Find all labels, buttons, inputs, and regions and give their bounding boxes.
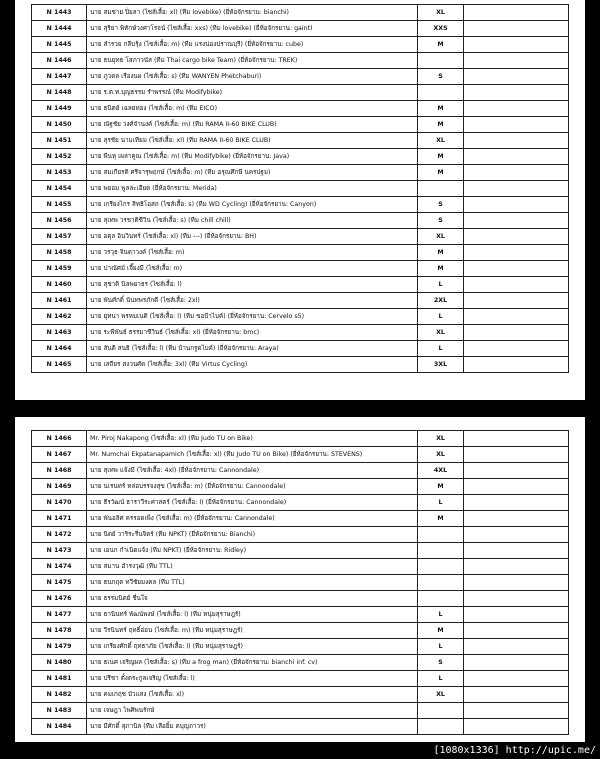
table-row — [32, 607, 569, 623]
shirt-size-cell: XL — [418, 229, 464, 245]
participant-detail-cell: Mr. Numchai Ekpatanapamich (ไซส์เสื้อ: xl) (ทีม Judo TU on Bike) (ยี่ห้อจักรยาน: STEVENS) — [87, 447, 418, 463]
participant-detail-cell: นาย พีนทุ เผลาคูณ (ไซส์เสื้อ: m) (ทีม Modifybike) (ยี่ห้อจักรยาน: Java) — [87, 149, 418, 165]
bib-number-cell: N 1450 — [32, 117, 87, 133]
shirt-size-cell — [418, 53, 464, 69]
notes-cell — [464, 325, 569, 341]
bib-number-cell: N 1482 — [32, 687, 87, 703]
table-row — [32, 341, 569, 357]
table-row — [32, 197, 569, 213]
table-row — [32, 37, 569, 53]
table-row — [32, 165, 569, 181]
bib-number-cell: N 1447 — [32, 69, 87, 85]
table-row — [32, 591, 569, 607]
participant-detail-cell: นาย สันติ สนธิ (ไซส์เสื้อ: l) (ทีม บ้านกรูดไบค์) (ยี่ห้อจักรยาน: Araya) — [87, 341, 418, 357]
table-row — [32, 463, 569, 479]
shirt-size-cell — [418, 575, 464, 591]
notes-cell — [464, 655, 569, 671]
participant-detail-cell: นาย พยอม พูลละเอียด (ยี่ห้อจักรยาน: Merida) — [87, 181, 418, 197]
participant-table-bottom — [31, 430, 569, 735]
notes-cell — [464, 245, 569, 261]
bib-number-cell: N 1478 — [32, 623, 87, 639]
participant-detail-cell: นาย นิตย์ วาริระรื่นจิตร์ (ทีม NPKT) (ยี่ห้อจักรยาน: Bianchi) — [87, 527, 418, 543]
bib-number-cell: N 1453 — [32, 165, 87, 181]
bib-number-cell: N 1480 — [32, 655, 87, 671]
table-row — [32, 703, 569, 719]
bib-number-cell: N 1477 — [32, 607, 87, 623]
table-row — [32, 671, 569, 687]
participant-detail-cell: นาย พันอลิศ ครรอดเพ็ง (ไซส์เสื้อ: m) (ยี่ห้อจักรยาน: Cannondale) — [87, 511, 418, 527]
shirt-size-cell: XL — [418, 447, 464, 463]
participant-detail-cell: นาย ภูวดล เรืองนผ (ไซส์เสื้อ: s) (ทีม WANYEN Phetchaburi) — [87, 69, 418, 85]
participant-detail-cell: นาย สมชาย ปิ่ยลา (ไซส์เสื้อ: xl) (ทีม lovebike) (ยี่ห้อจักรยาน: bianchi) — [87, 5, 418, 21]
participant-detail-cell: นาย ธีรวัฒน์ ธาราวีระศาสตร์ (ไซส์เสื้อ: l) (ยี่ห้อจักรยาน: Cannondale) — [87, 495, 418, 511]
shirt-size-cell: M — [418, 479, 464, 495]
shirt-size-cell: L — [418, 671, 464, 687]
table-row — [32, 495, 569, 511]
bib-number-cell: N 1479 — [32, 639, 87, 655]
table-row — [32, 655, 569, 671]
table-row — [32, 133, 569, 149]
participant-detail-cell: นาย สมเกียรติ ศรีจารุพฤกษ์ (ไซส์เสื้อ: m) (ทีม อรุณศึกษี นครปฐม) — [87, 165, 418, 181]
bib-number-cell: N 1456 — [32, 213, 87, 229]
shirt-size-cell: M — [418, 245, 464, 261]
notes-cell — [464, 309, 569, 325]
bib-number-cell: N 1463 — [32, 325, 87, 341]
notes-cell — [464, 687, 569, 703]
notes-cell — [464, 543, 569, 559]
shirt-size-cell: S — [418, 69, 464, 85]
shirt-size-cell — [418, 591, 464, 607]
table-row — [32, 639, 569, 655]
shirt-size-cell: XL — [418, 133, 464, 149]
bib-number-cell: N 1470 — [32, 495, 87, 511]
shirt-size-cell: M — [418, 101, 464, 117]
notes-cell — [464, 53, 569, 69]
shirt-size-cell: XL — [418, 5, 464, 21]
notes-cell — [464, 197, 569, 213]
notes-cell — [464, 133, 569, 149]
bib-number-cell: N 1465 — [32, 357, 87, 373]
notes-cell — [464, 703, 569, 719]
participant-detail-cell: นาย คมเกฤช บัวแสง (ไซส์เสื้อ: xl) — [87, 687, 418, 703]
shirt-size-cell — [418, 703, 464, 719]
scanned-page-top — [15, 0, 585, 400]
table-row — [32, 293, 569, 309]
notes-cell — [464, 261, 569, 277]
notes-cell — [464, 431, 569, 447]
table-row — [32, 687, 569, 703]
table-row — [32, 559, 569, 575]
shirt-size-cell: M — [418, 37, 464, 53]
bib-number-cell: N 1476 — [32, 591, 87, 607]
shirt-size-cell — [418, 559, 464, 575]
shirt-size-cell: S — [418, 197, 464, 213]
table-row — [32, 623, 569, 639]
shirt-size-cell: L — [418, 341, 464, 357]
participant-detail-cell: นาย สุชาติ นิลพยาธร (ไซส์เสื้อ: l) — [87, 277, 418, 293]
bib-number-cell: N 1466 — [32, 431, 87, 447]
participant-detail-cell: นาย ปาณัศม์ เจี๊ยงมี (ไซส์เสื้อ: m) — [87, 261, 418, 277]
table-row — [32, 431, 569, 447]
notes-cell — [464, 69, 569, 85]
table-row — [32, 69, 569, 85]
shirt-size-cell — [418, 543, 464, 559]
bib-number-cell: N 1460 — [32, 277, 87, 293]
notes-cell — [464, 671, 569, 687]
notes-cell — [464, 85, 569, 101]
shirt-size-cell: 2XL — [418, 293, 464, 309]
shirt-size-cell — [418, 85, 464, 101]
table-row — [32, 101, 569, 117]
participant-detail-cell: นาย ร.ต.ท.บุญธรรม รำพรรณ์ (ทีม Modifybike) — [87, 85, 418, 101]
bib-number-cell: N 1446 — [32, 53, 87, 69]
shirt-size-cell: M — [418, 165, 464, 181]
bib-number-cell: N 1448 — [32, 85, 87, 101]
notes-cell — [464, 101, 569, 117]
notes-cell — [464, 463, 569, 479]
shirt-size-cell: S — [418, 655, 464, 671]
notes-cell — [464, 357, 569, 373]
table-row — [32, 277, 569, 293]
notes-cell — [464, 149, 569, 165]
notes-cell — [464, 495, 569, 511]
table-row — [32, 511, 569, 527]
shirt-size-cell: L — [418, 607, 464, 623]
bib-number-cell: N 1443 — [32, 5, 87, 21]
shirt-size-cell: M — [418, 149, 464, 165]
table-row — [32, 181, 569, 197]
notes-cell — [464, 293, 569, 309]
shirt-size-cell: M — [418, 623, 464, 639]
bib-number-cell: N 1457 — [32, 229, 87, 245]
participant-detail-cell: นาย สุเทพ แจ้งมี (ไซส์เสื้อ: 4xl) (ยี่ห้อจักรยาน: Cannondale) — [87, 463, 418, 479]
table-row — [32, 527, 569, 543]
participant-detail-cell: นาย ธรรมนิตย์ ชื่นใจ — [87, 591, 418, 607]
shirt-size-cell: 4XL — [418, 463, 464, 479]
shirt-size-cell: L — [418, 495, 464, 511]
bib-number-cell: N 1444 — [32, 21, 87, 37]
bib-number-cell: N 1481 — [32, 671, 87, 687]
notes-cell — [464, 341, 569, 357]
table-row — [32, 53, 569, 69]
bib-number-cell: N 1469 — [32, 479, 87, 495]
notes-cell — [464, 607, 569, 623]
table-row — [32, 719, 569, 735]
participant-detail-cell: นาย อตุล อินวินทร์ (ไซส์เสื้อ: xl) (ทีม ---) (ยี่ห้อจักรยาน: BH) — [87, 229, 418, 245]
table-row — [32, 149, 569, 165]
shirt-size-cell: XL — [418, 431, 464, 447]
shirt-size-cell: M — [418, 117, 464, 133]
notes-cell — [464, 719, 569, 735]
table-row — [32, 309, 569, 325]
notes-cell — [464, 447, 569, 463]
notes-cell — [464, 511, 569, 527]
bib-number-cell: N 1471 — [32, 511, 87, 527]
table-row — [32, 261, 569, 277]
notes-cell — [464, 117, 569, 133]
table-row — [32, 85, 569, 101]
bib-number-cell: N 1467 — [32, 447, 87, 463]
notes-cell — [464, 213, 569, 229]
participant-detail-cell: นาย นเรนทร์ หล่อบรรจงสุข (ไซส์เสื้อ: m) (ยี่ห้อจักรยาน: Cannondale) — [87, 479, 418, 495]
notes-cell — [464, 559, 569, 575]
notes-cell — [464, 181, 569, 197]
notes-cell — [464, 5, 569, 21]
participant-detail-cell: นาย ธนิตย์ เฉลยทอง (ไซส์เสื้อ: m) (ทีม EICO) — [87, 101, 418, 117]
bib-number-cell: N 1483 — [32, 703, 87, 719]
notes-cell — [464, 37, 569, 53]
notes-cell — [464, 575, 569, 591]
table-row — [32, 543, 569, 559]
participant-detail-cell: นาย เจษฎา ไพศิพนรักษ์ — [87, 703, 418, 719]
participant-detail-cell: นาย วีรนินทร์ ฤทธิ์อ่อน (ไซส์เสื้อ: m) (ทีม หนุ่มสุราษฎร์) — [87, 623, 418, 639]
notes-cell — [464, 623, 569, 639]
participant-detail-cell: นาย ธานินทร์ พัฒน์พงษ์ (ไซส์เสื้อ: l) (ทีม หนุ่มสุราษฎร์) — [87, 607, 418, 623]
bib-number-cell: N 1451 — [32, 133, 87, 149]
shirt-size-cell: L — [418, 309, 464, 325]
bib-number-cell: N 1474 — [32, 559, 87, 575]
bib-number-cell: N 1468 — [32, 463, 87, 479]
participant-detail-cell: นาย มีศักดิ์ สุภานิล (ทีม เสือยิ้ม ตบุญถาวร) — [87, 719, 418, 735]
shirt-size-cell — [418, 719, 464, 735]
bib-number-cell: N 1452 — [32, 149, 87, 165]
table-row — [32, 357, 569, 373]
participant-detail-cell: นาย ระพีพันธ์ ธรรมาชีวินธ์ (ไซส์เสื้อ: xl) (ยี่ห้อจักรยาน: bmc) — [87, 325, 418, 341]
bib-number-cell: N 1461 — [32, 293, 87, 309]
participant-detail-cell: นาย สำรวย กลีบรุ้ง (ไซส์เสื้อ: m) (ทีม แรงน่องปราณบุรี) (ยี่ห้อจักรยาน: cube) — [87, 37, 418, 53]
participant-detail-cell: นาย สมาน อำรงวุฒิ (ทีม TTL) — [87, 559, 418, 575]
bib-number-cell: N 1472 — [32, 527, 87, 543]
table-row — [32, 479, 569, 495]
shirt-size-cell: XXS — [418, 21, 464, 37]
notes-cell — [464, 277, 569, 293]
participant-detail-cell: นาย สุริยา พิทักษ์วงศาโรจน์ (ไซส์เสื้อ: xxs) (ทีม lovebike) (ยี่ห้อจักรยาน: gaint) — [87, 21, 418, 37]
bib-number-cell: N 1454 — [32, 181, 87, 197]
participant-detail-cell: นาย เอนก กำเนิดแจ้ง (ทีม NPKT) (ยี่ห้อจักรยาน: Ridley) — [87, 543, 418, 559]
notes-cell — [464, 229, 569, 245]
bib-number-cell: N 1449 — [32, 101, 87, 117]
bib-number-cell: N 1475 — [32, 575, 87, 591]
participant-detail-cell: นาย เกรียงไกร สิทธิโอสถ (ไซส์เสื้อ: s) (ทีม WD Cycling) (ยี่ห้อจักรยาน: Canyon) — [87, 197, 418, 213]
participant-detail-cell: นาย ธนยุทธ โสภาวนัส (ทีม Thai cargo bike Team) (ยี่ห้อจักรยาน: TREK) — [87, 53, 418, 69]
notes-cell — [464, 479, 569, 495]
table-row — [32, 213, 569, 229]
shirt-size-cell: XL — [418, 687, 464, 703]
participant-detail-cell: นาย เสถียร สงวนศัด (ไซส์เสื้อ: 3xl) (ทีม Virtus Cycling) — [87, 357, 418, 373]
table-row — [32, 447, 569, 463]
bib-number-cell: N 1464 — [32, 341, 87, 357]
bib-number-cell: N 1455 — [32, 197, 87, 213]
participant-detail-cell: นาย ยุทนา พรหมเนติ (ไซส์เสื้อ: l) (ทีม ขอป้าไบค์) (ยี่ห้อจักรยาน: Cervelo s5) — [87, 309, 418, 325]
participant-table-top — [31, 4, 569, 373]
shirt-size-cell: L — [418, 277, 464, 293]
bib-number-cell: N 1445 — [32, 37, 87, 53]
table-row — [32, 117, 569, 133]
bib-number-cell: N 1462 — [32, 309, 87, 325]
participant-detail-cell: นาย ณัฐชัย วงศ์จำนงค์ (ไซส์เสื้อ: m) (ทีม RAMA II-60 BIKE CLUB) — [87, 117, 418, 133]
participant-detail-cell: นาย ธนกฤต ทวีชัยมงคล (ทีม TTL) — [87, 575, 418, 591]
shirt-size-cell — [418, 181, 464, 197]
notes-cell — [464, 21, 569, 37]
participant-detail-cell: นาย สุเทพ วรชาติชีวิน (ไซส์เสื้อ: s) (ทีม chill chill) — [87, 213, 418, 229]
participant-detail-cell: นาย วรวุธ จินดาวงค์ (ไซส์เสื้อ: m) — [87, 245, 418, 261]
notes-cell — [464, 591, 569, 607]
notes-cell — [464, 639, 569, 655]
table-row — [32, 575, 569, 591]
participant-detail-cell: นาย สุรชัย นามเทียม (ไซส์เสื้อ: xl) (ทีม RAMA II-60 BIKE CLUB) — [87, 133, 418, 149]
table-row — [32, 229, 569, 245]
participant-detail-cell: นาย เกรียงศักดิ์ ฤทธาภัย (ไซส์เสื้อ: l) (ทีม หนุ่มสุราษฎร์) — [87, 639, 418, 655]
participant-detail-cell: นาย พันศักดิ์ นันทพรภักดี (ไซส์เสื้อ: 2xl) — [87, 293, 418, 309]
shirt-size-cell — [418, 527, 464, 543]
participant-detail-cell: Mr. Piroj Nakapong (ไซส์เสื้อ: xl) (ทีม Judo TU on Bike) — [87, 431, 418, 447]
shirt-size-cell: M — [418, 261, 464, 277]
table-row — [32, 245, 569, 261]
bib-number-cell: N 1473 — [32, 543, 87, 559]
bib-number-cell: N 1484 — [32, 719, 87, 735]
table-row — [32, 325, 569, 341]
table-row — [32, 21, 569, 37]
notes-cell — [464, 527, 569, 543]
shirt-size-cell: XL — [418, 325, 464, 341]
shirt-size-cell: L — [418, 639, 464, 655]
image-watermark: [1080x1336] http://upic.me/ — [433, 745, 596, 756]
scanned-page-bottom — [15, 417, 585, 742]
shirt-size-cell: S — [418, 213, 464, 229]
shirt-size-cell: M — [418, 511, 464, 527]
notes-cell — [464, 165, 569, 181]
shirt-size-cell: 3XL — [418, 357, 464, 373]
bib-number-cell: N 1458 — [32, 245, 87, 261]
participant-detail-cell: นาย ปรีชา ตั้งตระกูลเจริญ (ไซส์เสื้อ: l) — [87, 671, 418, 687]
bib-number-cell: N 1459 — [32, 261, 87, 277]
table-row — [32, 5, 569, 21]
participant-detail-cell: นาย ธเนศ เจริญผล (ไซส์เสื้อ: s) (ทีม a frog man) (ยี่ห้อจักรยาน: bianchi inf. cv) — [87, 655, 418, 671]
